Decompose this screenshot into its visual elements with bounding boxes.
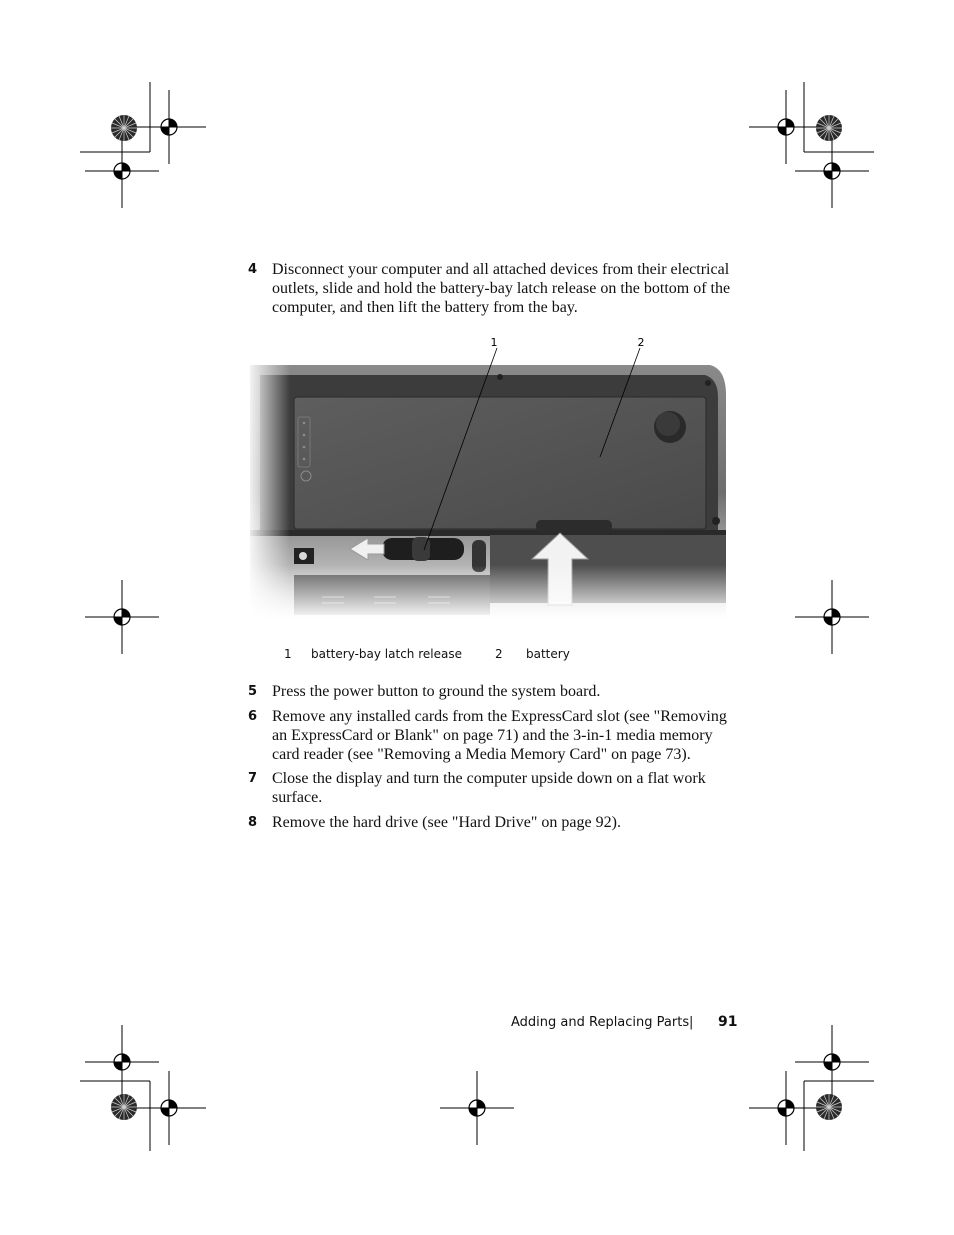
step-number: 4	[248, 262, 258, 277]
legend-number-2: 2	[495, 647, 503, 661]
step-text: Remove the hard drive (see "Hard Drive" on page 92).	[272, 814, 621, 831]
step-number: 7	[248, 771, 258, 786]
page-number: 91	[718, 1014, 738, 1030]
callout-1: 1	[490, 336, 498, 349]
callout-2: 2	[637, 336, 645, 349]
step-number: 6	[248, 709, 258, 724]
step-text: Press the power button to ground the system board.	[272, 683, 601, 700]
legend-label-2: battery	[526, 647, 570, 661]
legend-label-1: battery-bay latch release	[311, 647, 462, 661]
step-number: 8	[248, 815, 258, 830]
footer-section-title: Adding and Replacing Parts	[511, 1015, 690, 1030]
step-text: Disconnect your computer and all attached devices from their electrical outlets, slide and hold the battery-bay latch release on the bottom of the computer, and then lift the battery from the bay.	[272, 261, 731, 316]
battery-removal-illustration	[250, 335, 730, 620]
footer-separator: |	[689, 1015, 694, 1030]
step-number: 5	[248, 684, 258, 699]
step-text: Close the display and turn the computer upside down on a flat work surface.	[272, 770, 706, 806]
legend-number-1: 1	[284, 647, 292, 661]
step-text: Remove any installed cards from the ExpressCard slot (see "Removing an ExpressCard or Blank" on page 71) and the 3-in-1 media memory card reader (see "Removing a Media Memory Card" on page 73).	[272, 708, 727, 763]
